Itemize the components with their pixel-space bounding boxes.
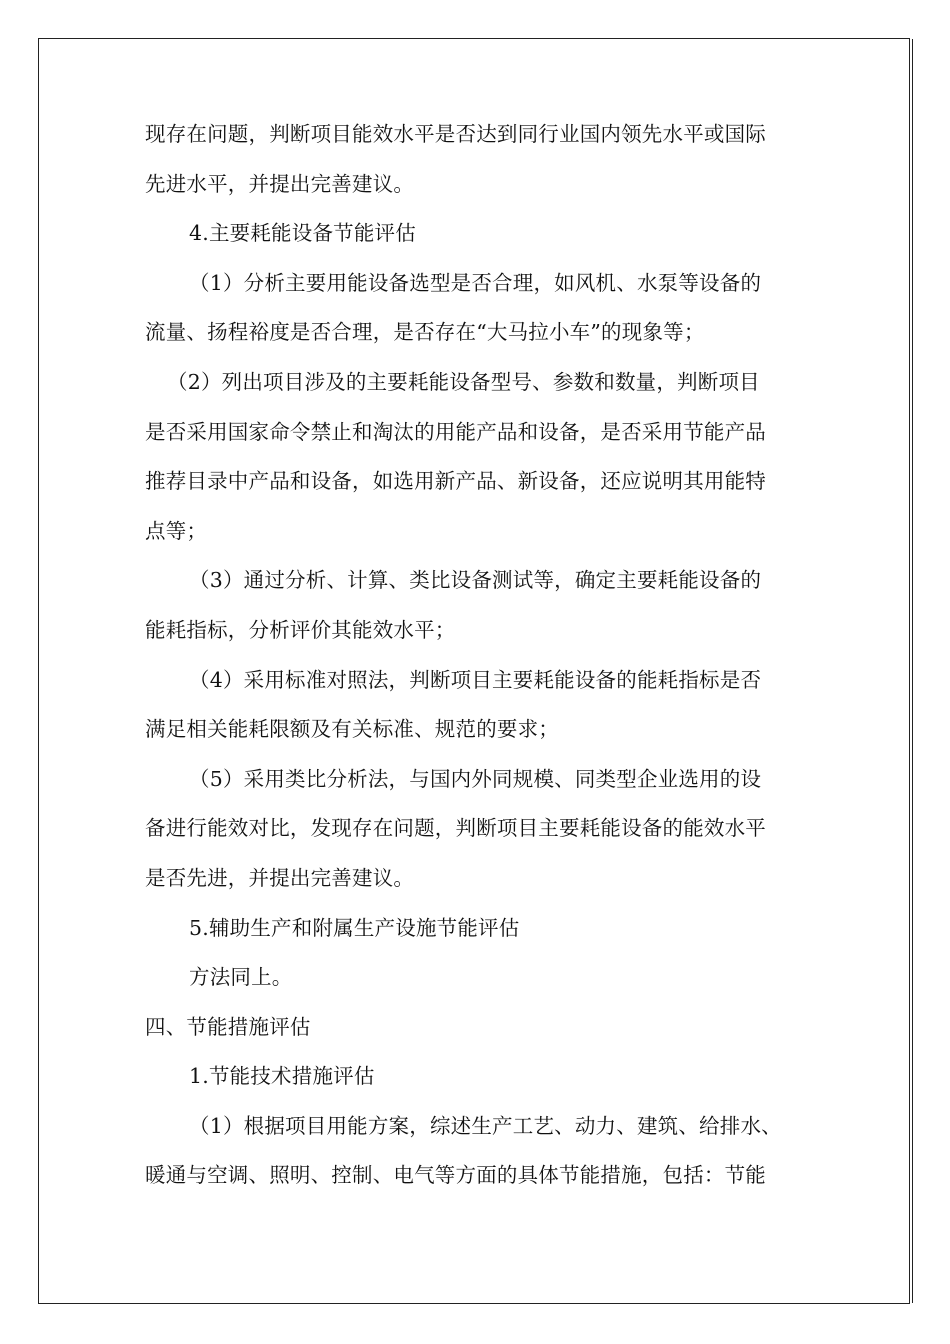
text-line: （1）根据项目用能方案，综述生产工艺、动力、建筑、给排水、 [189,1113,782,1138]
text-line: 能耗指标，分析评价其能效水平； [145,617,456,642]
section-heading: 1.节能技术措施评估 [189,1064,375,1089]
text-line: （2）列出项目涉及的主要耗能设备型号、参数和数量，判断项目 [167,369,760,394]
text-line: 现存在问题，判断项目能效水平是否达到同行业国内领先水平或国际 [145,122,766,146]
text-line: （5）采用类比分析法，与国内外同规模、同类型企业选用的设 [189,766,762,791]
text-line: 方法同上。 [189,965,293,990]
text-line: 点等； [145,518,208,543]
text-line: （4）采用标准对照法，判断项目主要耗能设备的能耗指标是否 [189,667,762,692]
document-body [145,110,810,1201]
text-line: 先进水平，并提出完善建议。 [145,171,415,196]
chapter-heading: 四、节能措施评估 [145,1014,311,1039]
text-line: 满足相关能耗限额及有关标准、规范的要求； [145,717,559,742]
section-heading: 4.主要耗能设备节能评估 [189,221,416,246]
text-line: 暖通与空调、照明、控制、电气等方面的具体节能措施，包括：节能 [145,1163,766,1188]
text-line: 是否先进，并提出完善建议。 [145,865,415,890]
section-heading: 5.辅助生产和附属生产设施节能评估 [189,915,520,940]
text-line: 是否采用国家命令禁止和淘汰的用能产品和设备，是否采用节能产品 [145,419,766,444]
text-line: （3）通过分析、计算、类比设备测试等，确定主要耗能设备的 [189,568,762,593]
text-line: 推荐目录中产品和设备，如选用新产品、新设备，还应说明其用能特 [145,469,766,494]
text-line: 备进行能效对比，发现存在问题，判断项目主要耗能设备的能效水平 [145,816,766,841]
text-line: （1）分析主要用能设备选型是否合理，如风机、水泵等设备的 [189,270,762,295]
text-line: 流量、扬程裕度是否合理，是否存在“大马拉小车”的现象等； [145,320,705,345]
